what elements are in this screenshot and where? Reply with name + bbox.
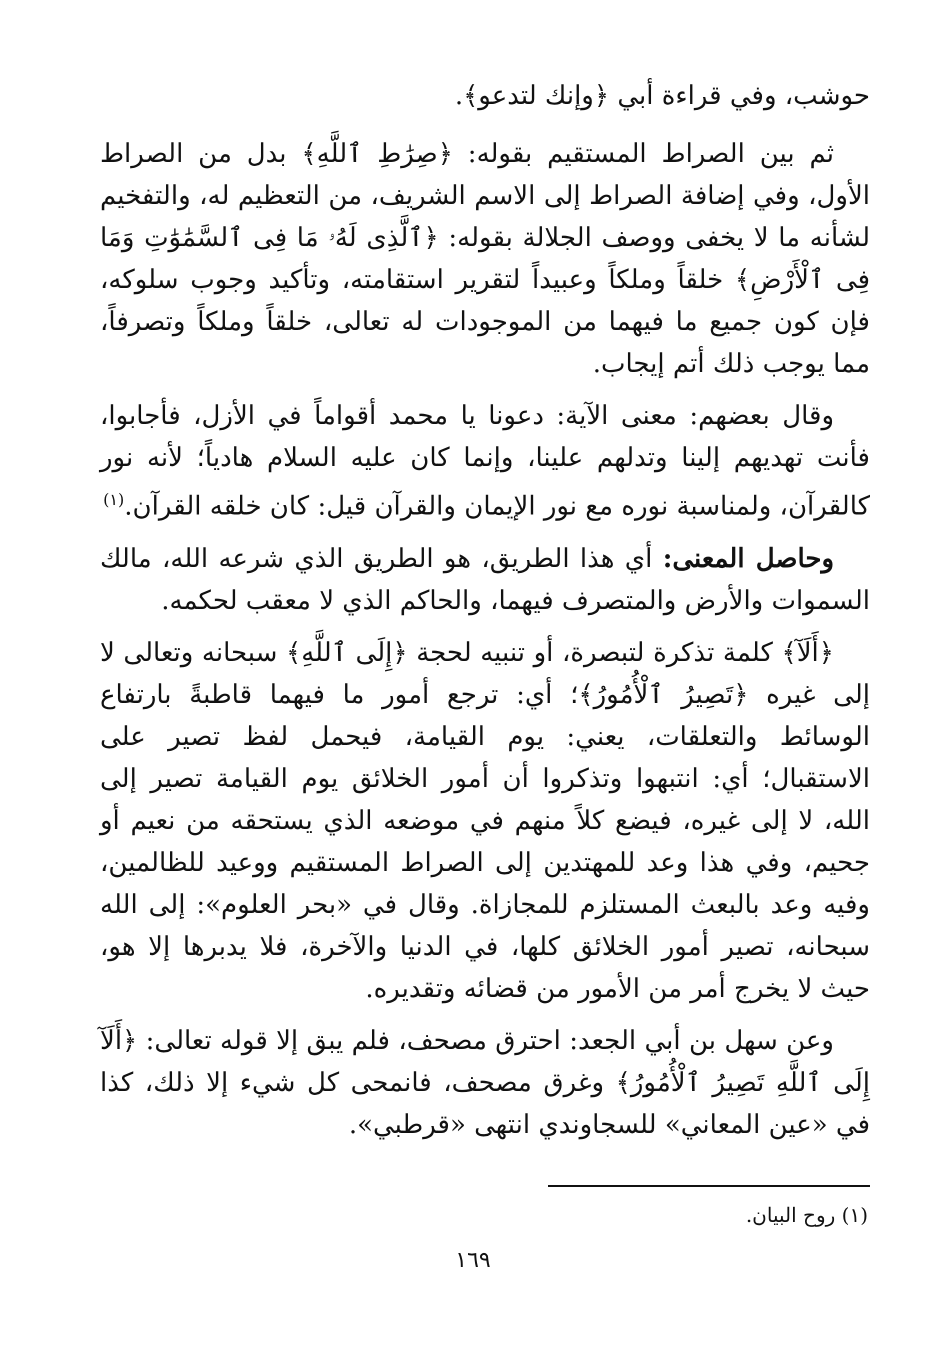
paragraph-4 bbox=[100, 538, 870, 622]
paragraph-2: ثم بين الصراط المستقيم بقوله: ﴿صِرَٰطِ ٱللَّهِ﴾ بدل من الصراط الأول، وفي إضافة الصراط إلى الاسم الشريف، من التعظيم له، والتفخيم لشأنه ما لا يخفى ووصف الجلالة بقوله: ﴿ٱلَّذِى لَهُۥ مَا فِى ٱلسَّمَٰوَٰتِ وَمَا فِى ٱلْأَرْضِ﴾ خلقاً وملكاً وعبيداً لتقرير استقامته، وتأكيد وجوب سلوكه، فإن كون جميع ما فيهما من الموجودات له تعالى، خلقاً وملكاً وتصرفاً، مما يوجب ذلك أتم إيجاب. bbox=[100, 139, 870, 379]
paragraph-4-text: أي هذا الطريق، هو الطريق الذي شرعه الله، مالك السموات والأرض والمتصرف فيهما، والحاكم الذي لا معقب لحكمه. bbox=[100, 543, 870, 616]
paragraph-5: ﴿أَلَآ﴾ كلمة تذكرة لتبصرة، أو تنبيه لحجة ﴿إِلَى ٱللَّهِ﴾ سبحانه وتعالى لا إلى غيره ﴿تَصِيرُ ٱلْأُمُورُ﴾؛ أي: ترجع أمور ما فيهما قاطبةً بارتفاع الوسائط والتعلقات، يعني: يوم القيامة، فيحمل لفظ تصير على الاستقبال؛ أي: انتبهوا وتذكروا أن أمور الخلائق يوم القيامة تصير إلى الله، لا إلى غيره، فيضع كلاً منهم في موضعه الذي يستحقه من نعيم أو جحيم، وفي هذا وعد للمهتدين إلى الصراط المستقيم ووعيد للظالمين، وفيه وعد بالبعث المستلزم للمجازاة. وقال في «بحر العلوم»: إلى الله سبحانه، تصير أمور الخلائق كلها، في الدنيا والآخرة، فلا يدبرها إلا هو، حيث لا يخرج أمر من الأمور من قضائه وتقديره. bbox=[100, 637, 870, 1004]
paragraph-6: وعن سهل بن أبي الجعد: احترق مصحف، فلم يبق إلا قوله تعالى: ﴿أَلَآ إِلَى ٱللَّهِ تَصِيرُ ٱلْأُمُورُ﴾ وغرق مصحف، فانمحى كل شيء إلا ذلك، كذا في «عين المعاني» للسجاوندي انتهى «قرطبي». bbox=[100, 1025, 870, 1140]
paragraph-3-text: وقال بعضهم: معنى الآية: دعونا يا محمد أقواماً في الأزل، فأجابوا، فأنت تهديهم إلينا وتدلهم علينا، وإنما كان عليه السلام هادياً؛ لأنه نور كالقرآن، ولمناسبة نوره مع نور الإيمان والقرآن قيل: كان خلقه القرآن. bbox=[100, 401, 870, 522]
footnote-divider bbox=[548, 1185, 870, 1187]
paragraph-1: حوشب، وفي قراءة أبي ﴿وإنك لتدعو﴾. bbox=[454, 81, 870, 111]
page-number: ١٦٩ bbox=[455, 1248, 491, 1273]
footnote-reference: (١) bbox=[103, 490, 125, 509]
footnote: (١) روح البيان. bbox=[745, 1203, 868, 1227]
paragraph-3 bbox=[100, 395, 870, 528]
page-body bbox=[100, 75, 870, 1156]
summary-label: وحاصل المعنى: bbox=[662, 543, 835, 574]
